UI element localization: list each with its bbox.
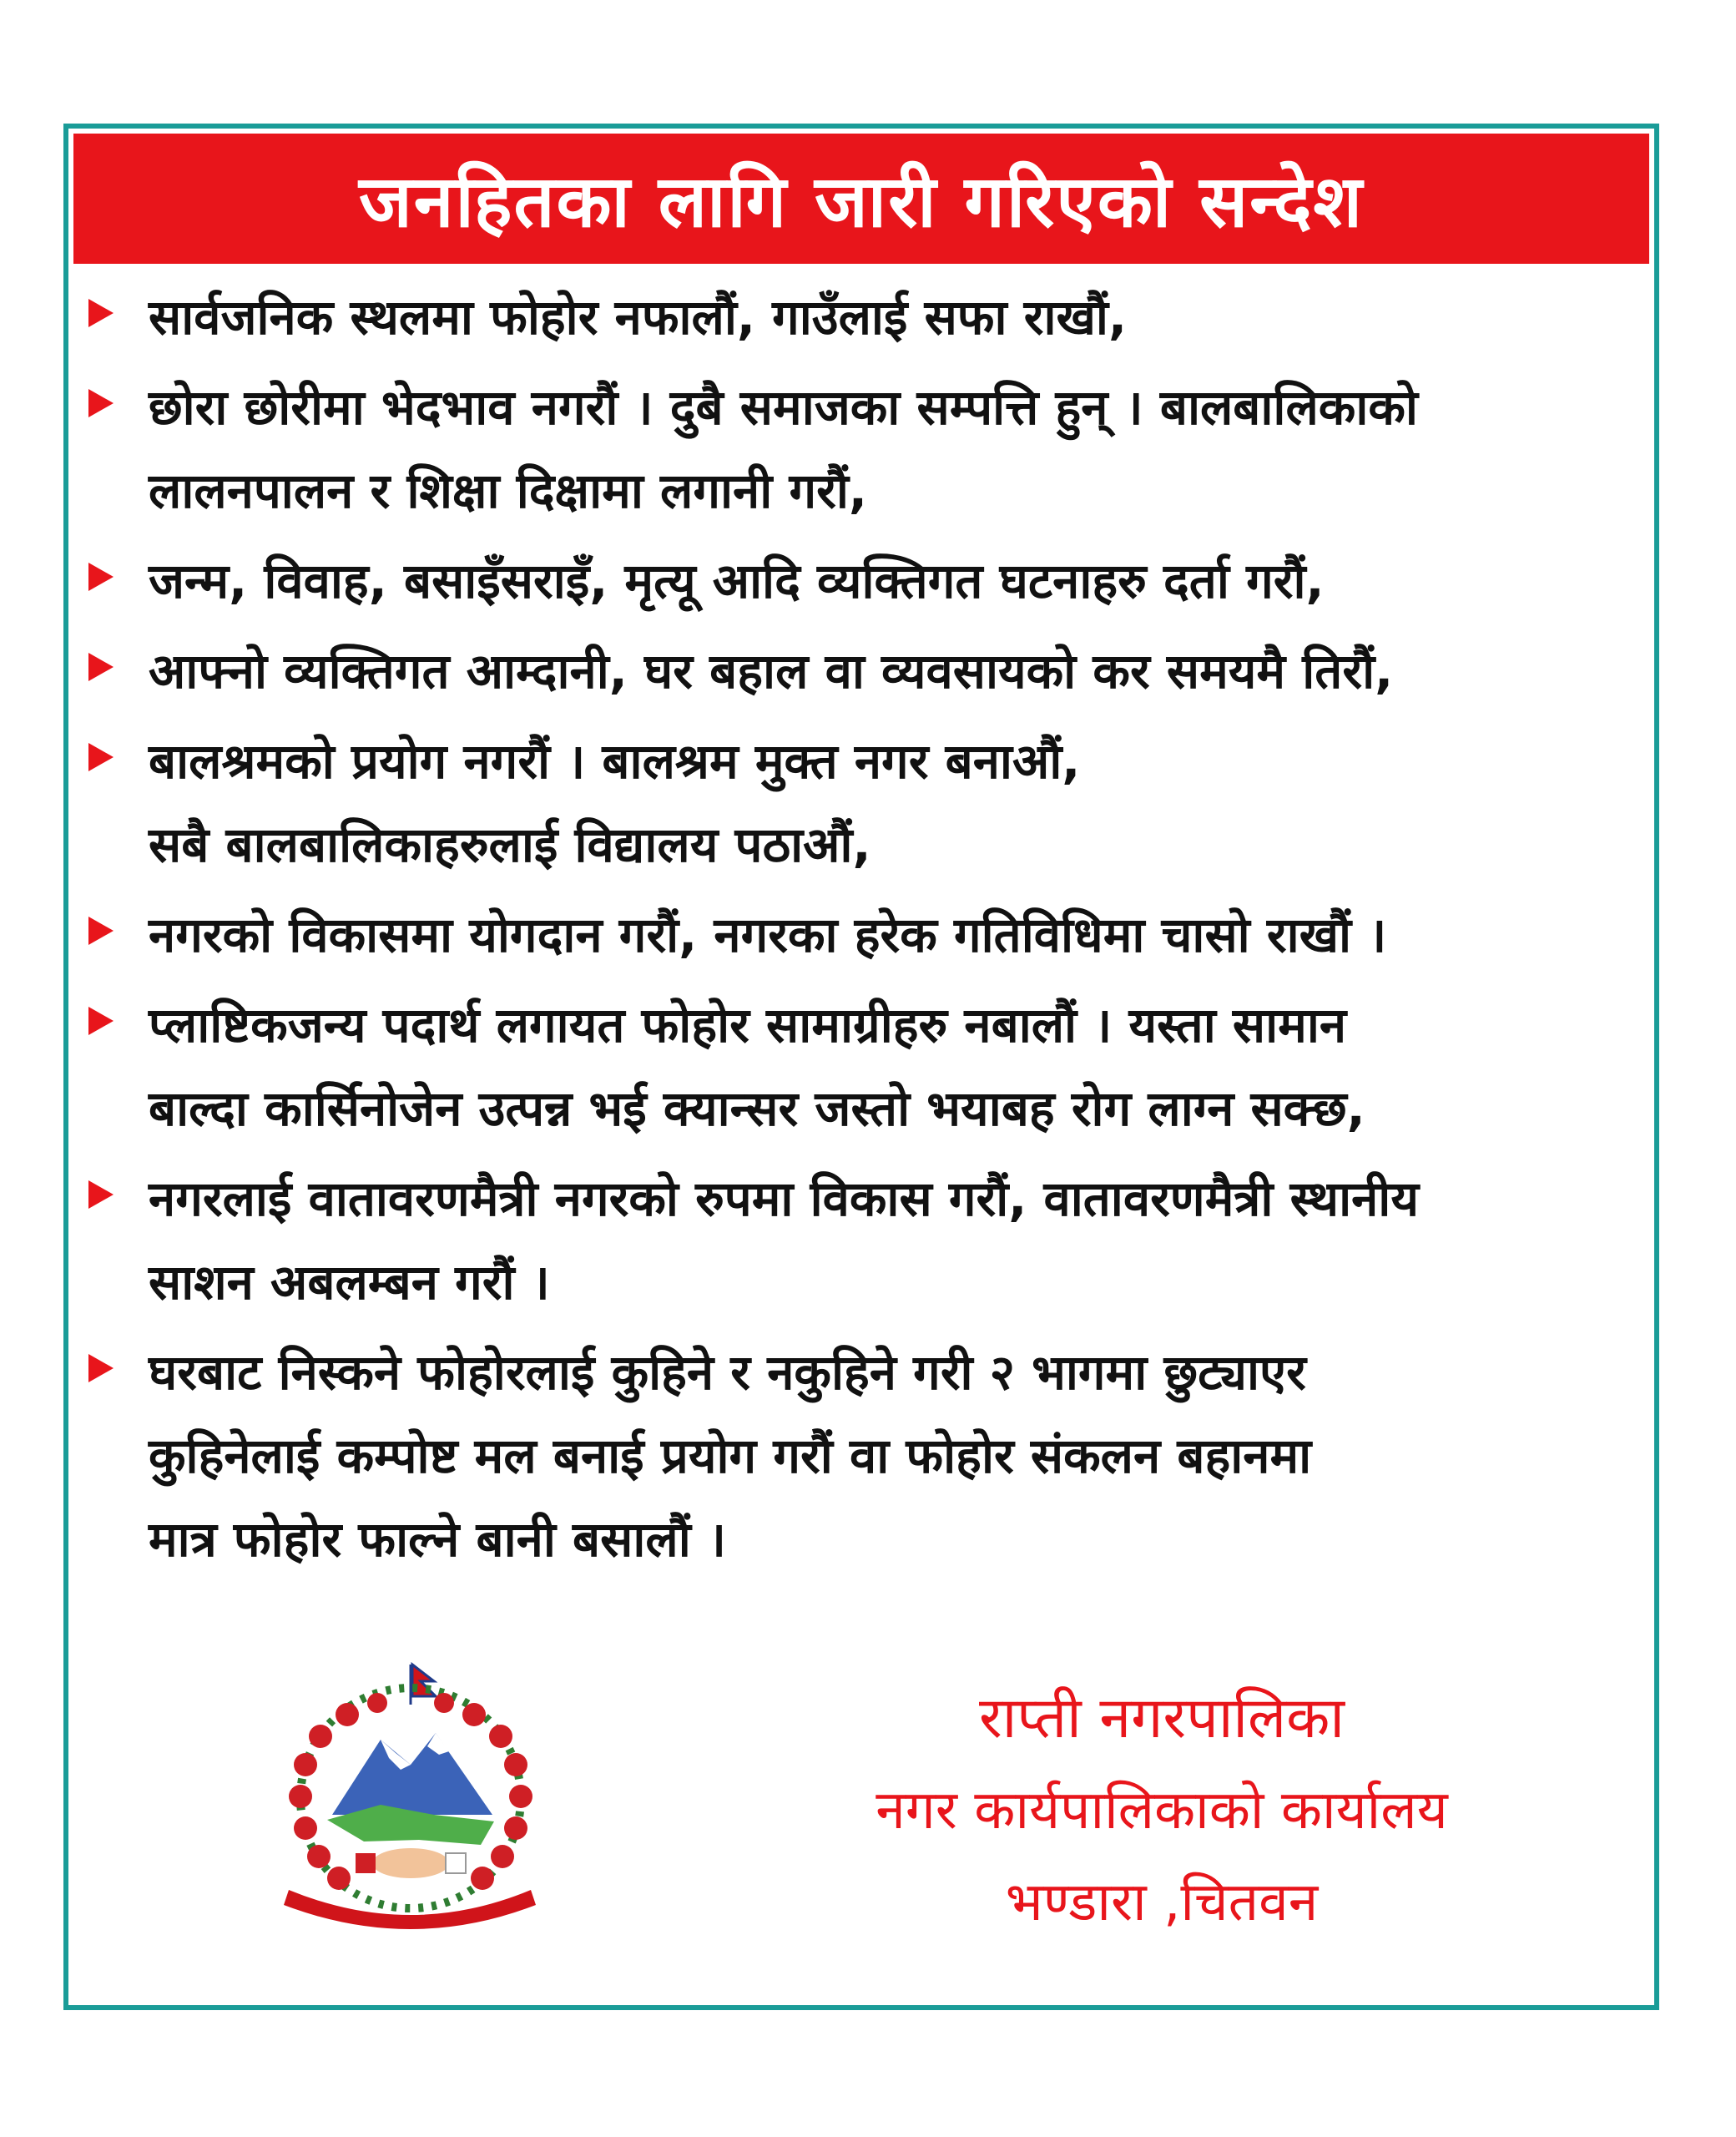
message-line: आफ्नो व्यक्तिगत आम्दानी, घर बहाल वा व्यवसायको कर समयमै तिरौं,	[149, 643, 1394, 700]
title-banner	[73, 134, 1649, 264]
message-line: सार्वजनिक स्थलमा फोहोर नफालौं, गाउँलाई सफा राखौं,	[149, 289, 1127, 346]
list-item	[80, 539, 1649, 623]
message-list	[80, 275, 1649, 1588]
bullet-arrow-icon	[88, 563, 114, 591]
government-emblem-icon	[255, 1656, 564, 1932]
bullet-arrow-icon	[88, 389, 114, 417]
bullet-arrow-icon	[88, 1354, 114, 1382]
list-item	[80, 275, 1649, 359]
list-item	[80, 629, 1649, 713]
bullet-arrow-icon	[88, 299, 114, 327]
list-item	[80, 1331, 1649, 1581]
message-line: मात्र फोहोर फाल्ने बानी बसालौं ।	[149, 1511, 726, 1568]
bullet-arrow-icon	[88, 917, 114, 945]
message-line: कुहिनेलाई कम्पोष्ट मल बनाई प्रयोग गरौं वा फोहोर संकलन बहानमा	[149, 1427, 1312, 1484]
office-unit: नगर कार्यपालिकाको कार्यालय	[876, 1780, 1448, 1841]
list-item	[80, 893, 1649, 977]
handshake-icon	[356, 1848, 466, 1878]
bullet-arrow-icon	[88, 653, 114, 681]
list-item	[80, 366, 1649, 533]
list-item	[80, 720, 1649, 887]
list-item	[80, 983, 1649, 1150]
bullet-arrow-icon	[88, 1007, 114, 1035]
message-line: नगरको विकासमा योगदान गरौं, नगरका हरेक गतिविधिमा चासो राखौं ।	[149, 907, 1387, 963]
message-line: नगरलाई वातावरणमैत्री नगरको रुपमा विकास गरौं, वातावरणमैत्री स्थानीय	[149, 1170, 1419, 1227]
message-line: प्लाष्टिकजन्य पदार्थ लगायत फोहोर सामाग्रीहरु नबालौं । यस्ता सामान	[149, 997, 1347, 1053]
office-signature	[703, 1673, 1621, 1948]
bullet-arrow-icon	[88, 743, 114, 771]
message-line: बालश्रमको प्रयोग नगरौं । बालश्रम मुक्त नगर बनाऔं,	[149, 733, 1081, 790]
list-item	[80, 1157, 1649, 1324]
office-location: भण्डारा ,चितवन	[1005, 1872, 1319, 1933]
municipality-name: राप्ती नगरपालिका	[979, 1685, 1345, 1751]
bullet-arrow-icon	[88, 1180, 114, 1209]
message-line: जन्म, विवाह, बसाइँसराइँ, मृत्यू आदि व्यक्तिगत घटनाहरु दर्ता गरौं,	[149, 553, 1325, 609]
message-line: साशन अबलम्बन गरौं ।	[149, 1254, 550, 1311]
message-line: बाल्दा कार्सिनोजेन उत्पन्न भई क्यान्सर जस्तो भयाबह रोग लाग्न सक्छ,	[149, 1080, 1365, 1137]
poster-title: जनहितका लागि जारी गरिएको सन्देश	[359, 159, 1364, 244]
message-line: लालनपालन र शिक्षा दिक्षामा लगानी गरौं,	[149, 462, 867, 519]
message-line: घरबाट निस्कने फोहोरलाई कुहिने र नकुहिने गरी २ भागमा छुट्याएर	[149, 1344, 1306, 1401]
mountain-icon	[332, 1733, 492, 1815]
message-line: छोरा छोरीमा भेदभाव नगरौं । दुबै समाजका सम्पत्ति हुन् । बालबालिकाको	[149, 379, 1418, 436]
poster-frame	[63, 124, 1659, 2010]
message-line: सबै बालबालिकाहरुलाई विद्यालय पठाऔं,	[149, 816, 871, 873]
